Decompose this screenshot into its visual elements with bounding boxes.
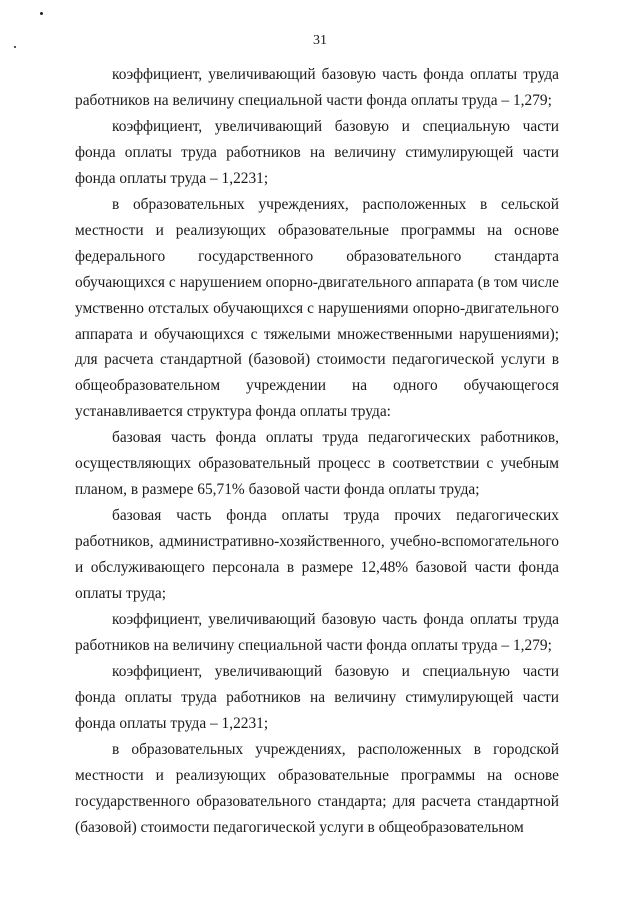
paragraph: в образовательных учреждениях, расположенных в городской местности и реализующих образовательные программы на основе государственного образовательного стандарта; для расчета стандартной (базовой) стоимости педагогической услуги в общеобразовательном xyxy=(75,740,559,836)
paragraph: коэффициент, увеличивающий базовую часть фонда оплаты труда работников на величину специальной части фонда оплаты труда – 1,279; xyxy=(75,66,559,109)
paragraph: в образовательных учреждениях, расположенных в сельской местности и реализующих образовательные программы на основе федерального государственного образовательного стандарта обучающихся с нарушением опорно-двигательного аппарата (в том числе умственно отсталых обучающихся с нарушениями опорно-двигательного аппарата и обучающихся с тяжелыми множественными нарушениями); для расчета стандартной (базовой) стоимости педагогической услуги в общеобразовательном учреждении на одного обучающегося устанавливается структура фонда оплаты труда: xyxy=(75,195,559,421)
paragraph: коэффициент, увеличивающий базовую часть фонда оплаты труда работников на величину специальной части фонда оплаты труда – 1,279; xyxy=(75,611,559,654)
document-body xyxy=(75,62,559,841)
paragraph: коэффициент, увеличивающий базовую и специальную части фонда оплаты труда работников на величину стимулирующей части фонда оплаты труда – 1,2231; xyxy=(75,662,559,732)
page-number: 31 xyxy=(313,33,327,48)
paragraph: базовая часть фонда оплаты труда педагогических работников, осуществляющих образовательный процесс в соответствии с учебным планом, в размере 65,71% базовой части фонда оплаты труда; xyxy=(75,429,559,499)
paragraph: коэффициент, увеличивающий базовую и специальную части фонда оплаты труда работников на величину стимулирующей части фонда оплаты труда – 1,2231; xyxy=(75,117,559,187)
scan-speck xyxy=(40,12,43,15)
paragraph: базовая часть фонда оплаты труда прочих педагогических работников, административно-хозяйственного, учебно-вспомогательного и обслуживающего персонала в размере 12,48% базовой части фонда оплаты труда; xyxy=(75,507,559,603)
